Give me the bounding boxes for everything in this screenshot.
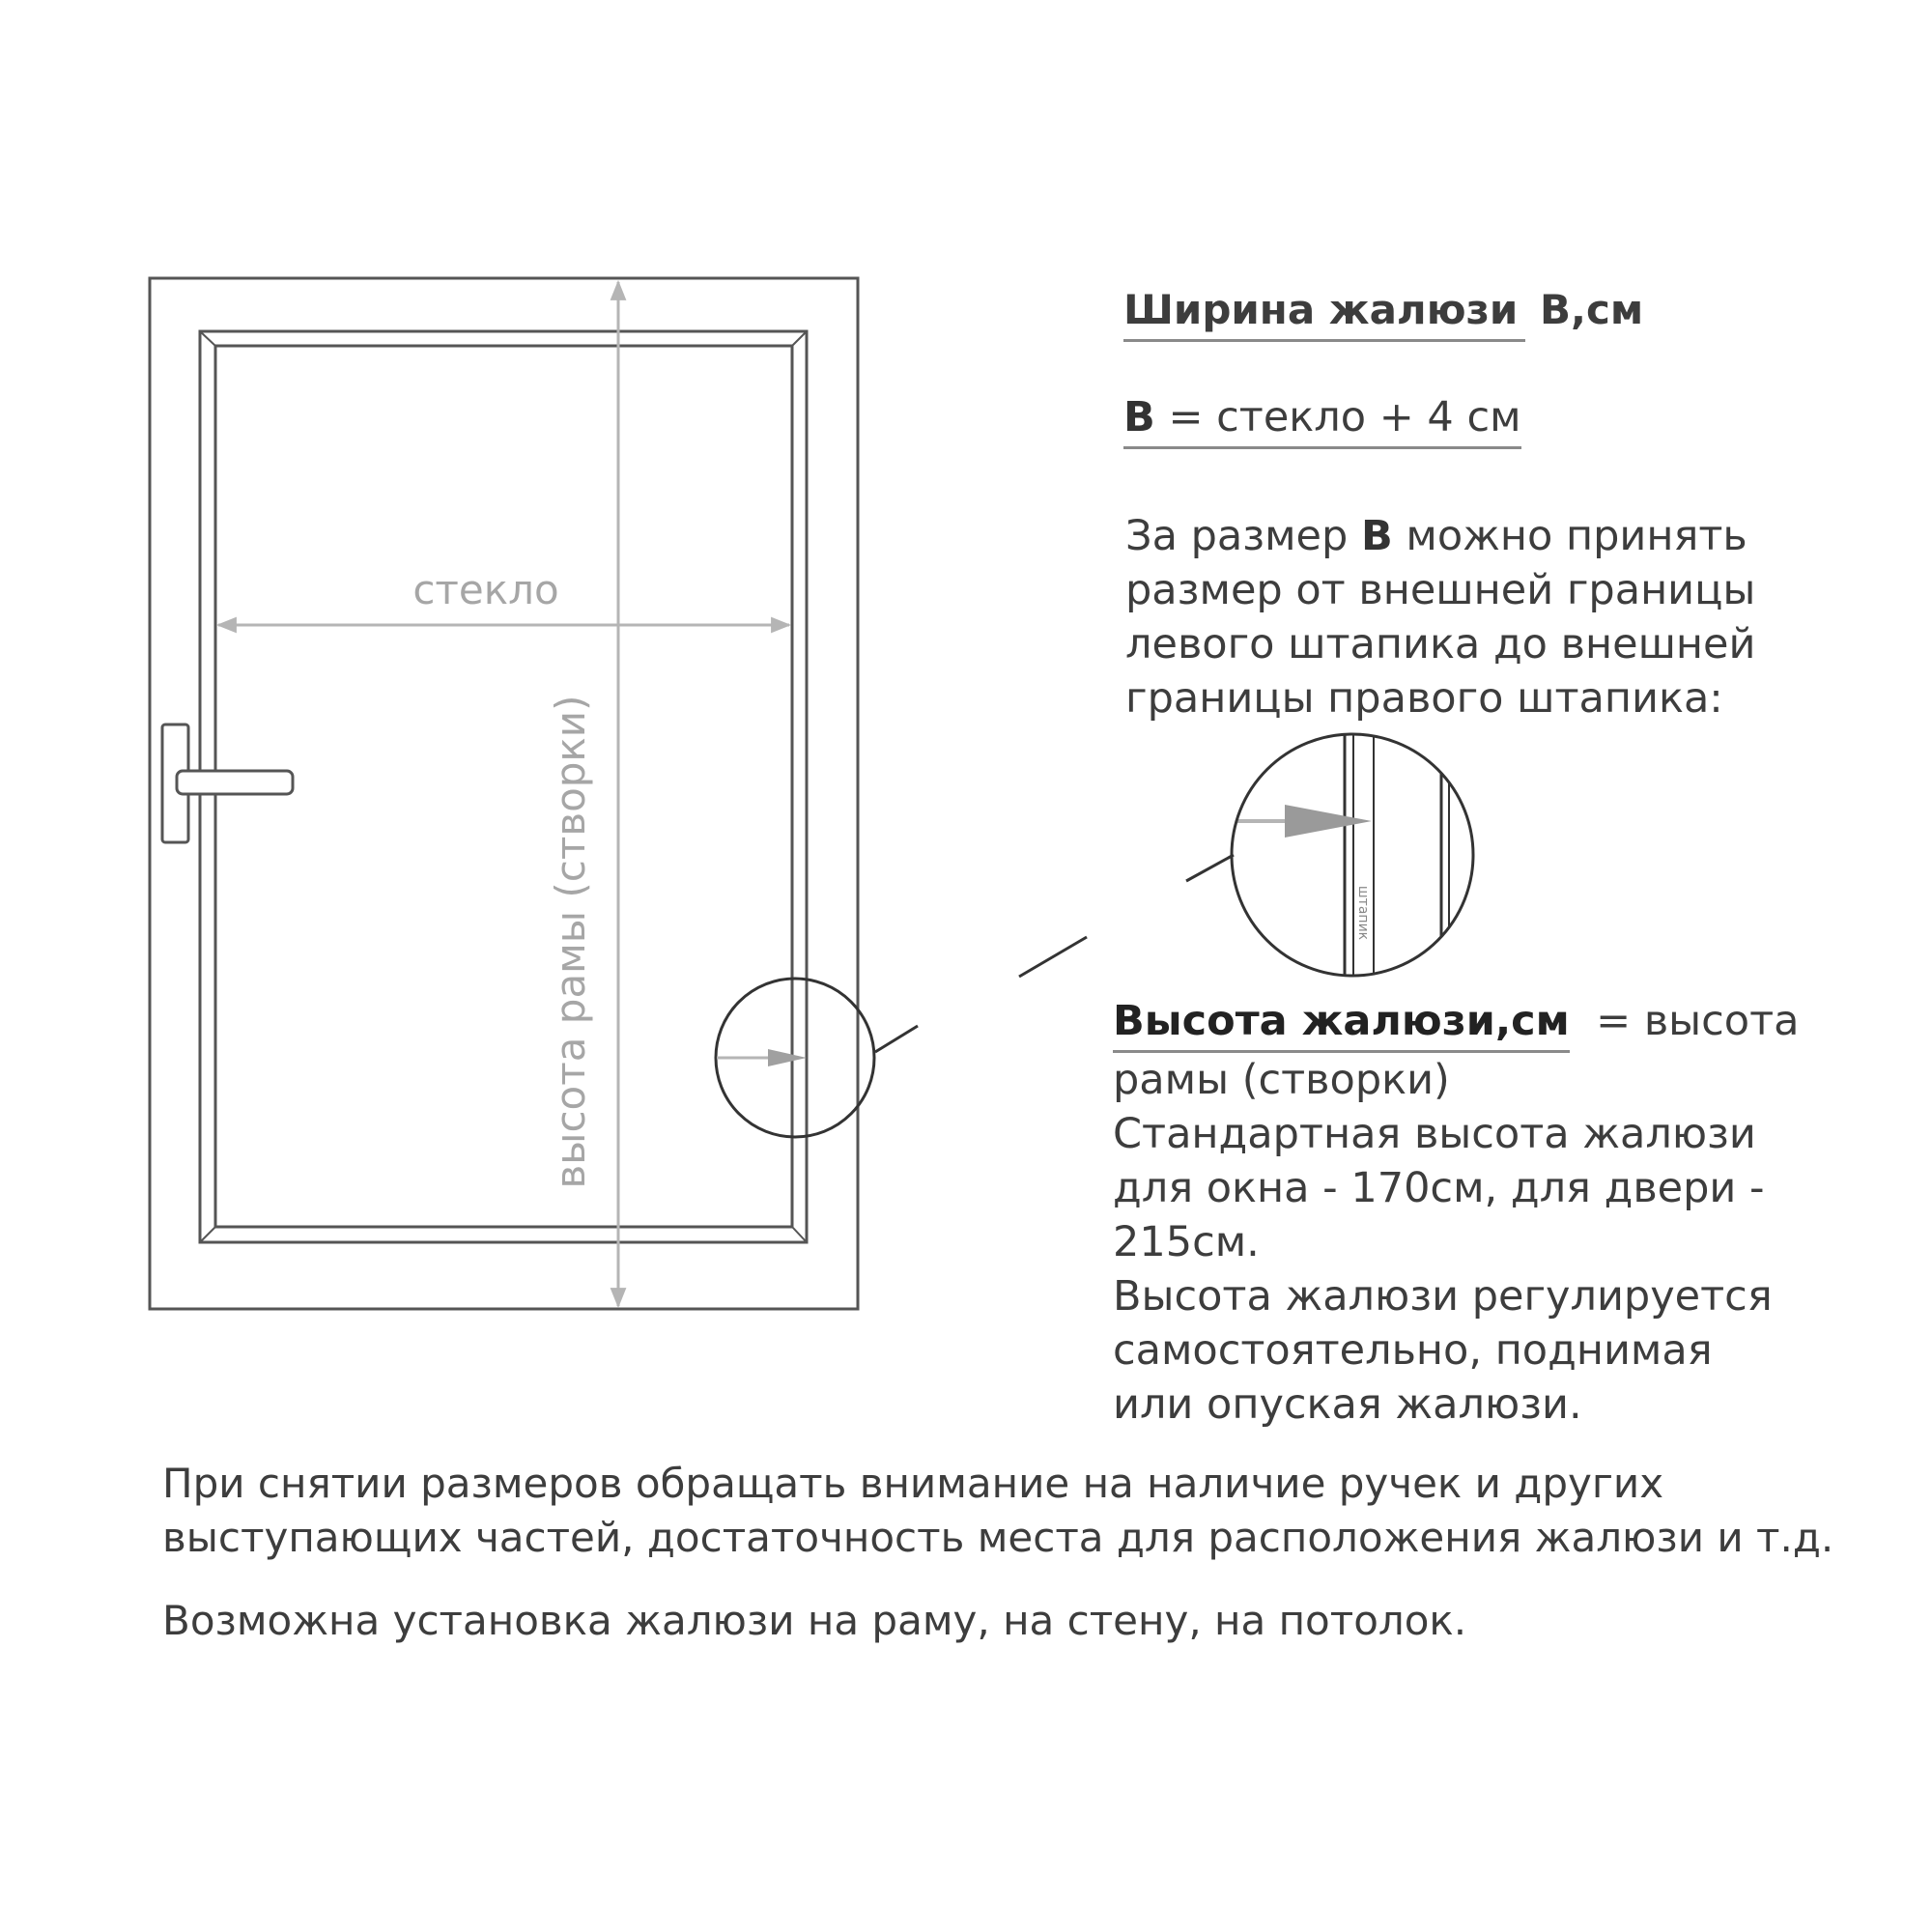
height-line-4: для окна - 170см, для двери - (1113, 1164, 1765, 1212)
height-heading-suffix: = высота (1569, 997, 1800, 1045)
detail-circle-small (716, 979, 874, 1137)
window-handle (162, 724, 293, 842)
width-note (1125, 509, 1755, 725)
height-section (1113, 994, 1799, 1432)
frame-height-label: высота рамы (створки) (547, 695, 594, 1189)
glass-label: стекло (412, 566, 559, 613)
leader-line-3 (1186, 855, 1234, 881)
width-heading (1123, 283, 1643, 342)
width-formula-var: В (1123, 393, 1155, 441)
detail-circle-zoomed (1232, 715, 1473, 995)
footer-line-2: выступающих частей, достаточность места для расположения жалюзи и т.д. (162, 1514, 1834, 1561)
bead-label: штапик (1355, 885, 1371, 941)
width-note-line-4: границы правого штапика: (1125, 674, 1723, 723)
width-formula (1123, 390, 1521, 449)
width-heading-text: Ширина жалюзи (1123, 283, 1525, 342)
width-heading-unit: В,см (1539, 286, 1644, 333)
footer-notes (162, 1457, 1833, 1648)
height-line-8: или опуская жалюзи. (1113, 1380, 1582, 1429)
width-formula-rest: = стекло + 4 см (1154, 393, 1521, 441)
footer-line-1: При снятии размеров обращать внимание на наличие ручек и других (162, 1460, 1664, 1507)
height-heading-line (1113, 994, 1799, 1053)
height-heading: Высота жалюзи,см (1113, 994, 1570, 1053)
footer-line-3: Возможна установка жалюзи на раму, на стену, на потолок. (162, 1597, 1467, 1644)
height-line-2: рамы (створки) (1113, 1056, 1450, 1104)
leader-line-1 (875, 1026, 918, 1052)
width-note-line-3: левого штапика до внешней (1125, 620, 1756, 668)
height-line-6: Высота жалюзи регулируется (1113, 1272, 1773, 1321)
height-line-5: 215см. (1113, 1218, 1260, 1266)
height-line-7: самостоятельно, поднимая (1113, 1326, 1713, 1375)
height-line-3: Стандартная высота жалюзи (1113, 1110, 1756, 1158)
width-formula-underline (1123, 390, 1521, 449)
leader-line-2 (1019, 937, 1087, 977)
width-note-line-2: размер от внешней границы (1125, 566, 1756, 614)
width-note-line-1: За размер В можно принять (1125, 512, 1747, 560)
